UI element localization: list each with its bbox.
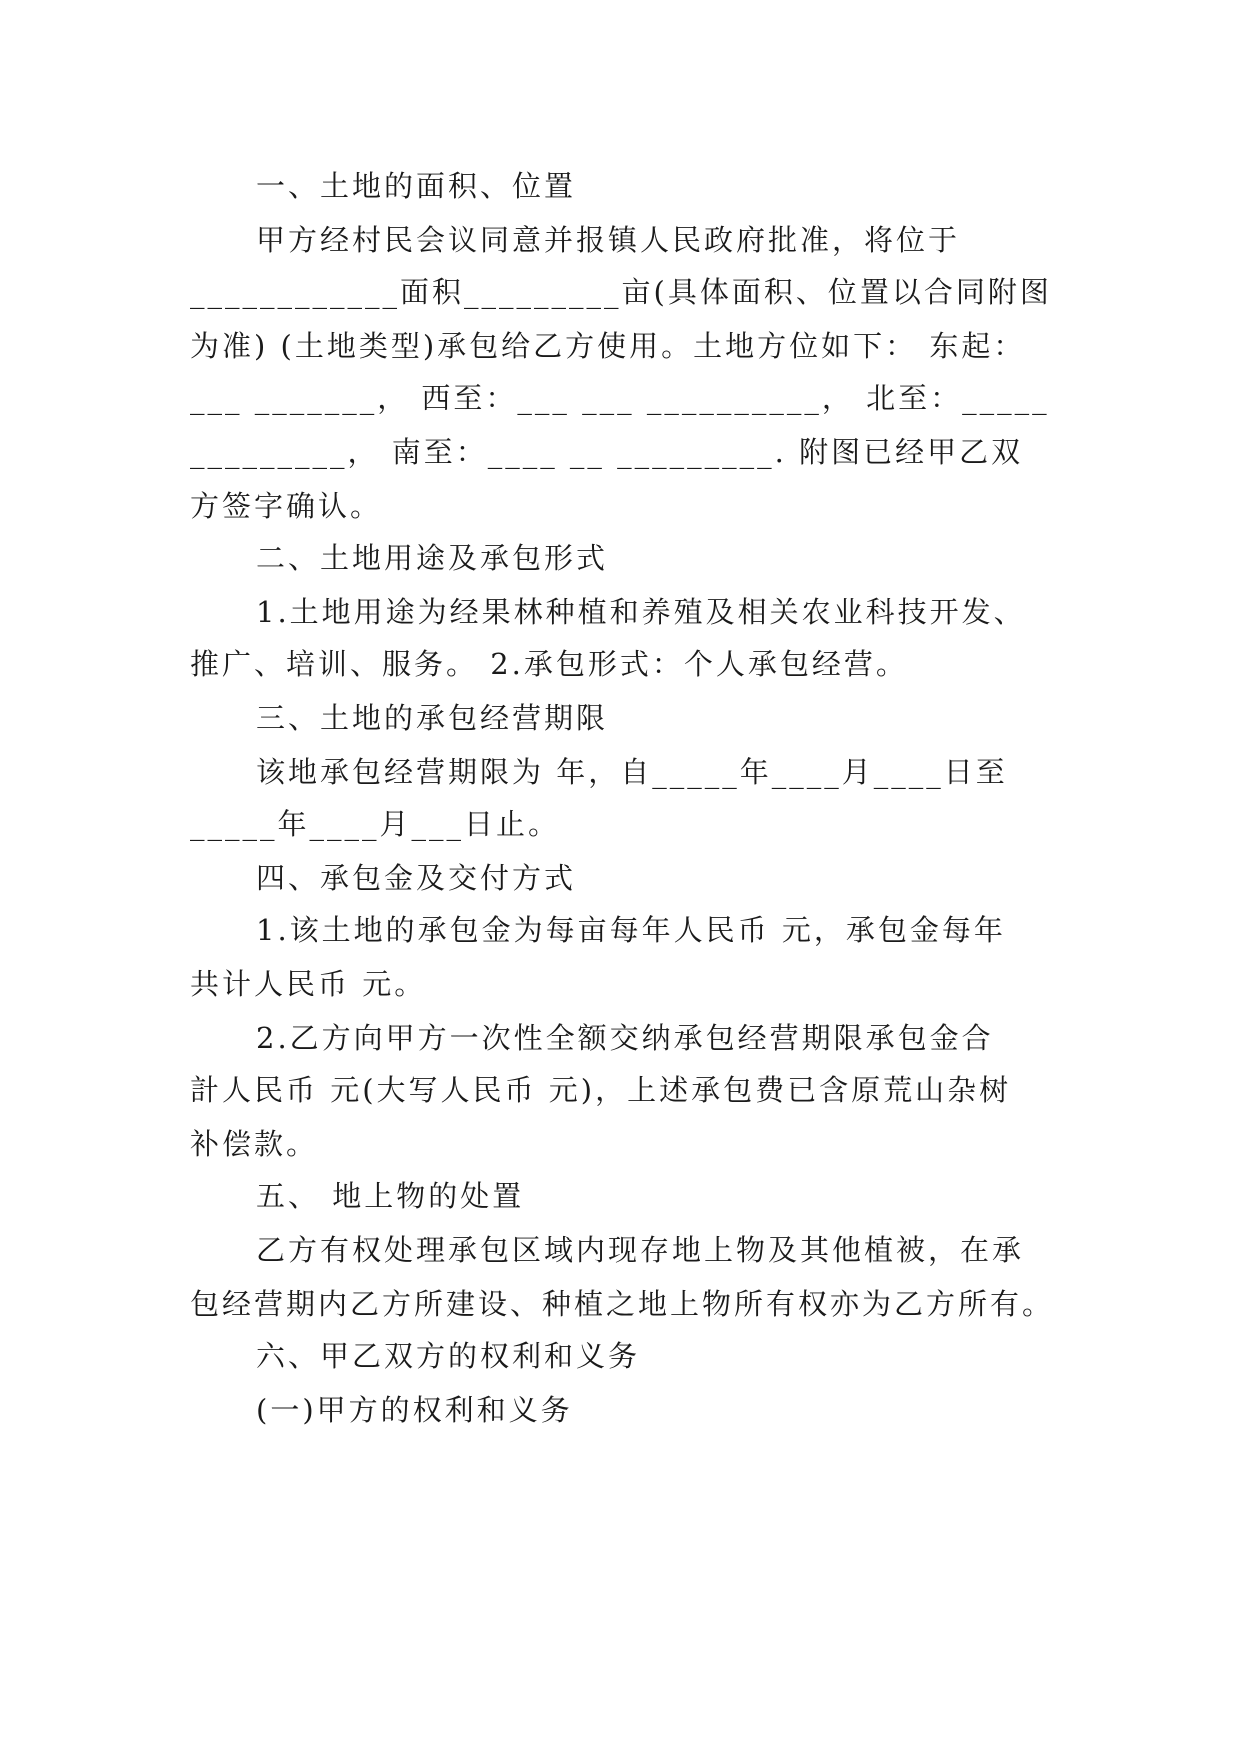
paragraph-line: 该地承包经营期限为 年，自_____年____月____日至: [256, 755, 1008, 789]
paragraph-line: 1.该土地的承包金为每亩每年人民币 元，承包金每年: [256, 913, 1006, 947]
paragraph-line: _________， 南至：____ __ _________. 附图已经甲乙双: [190, 435, 1024, 469]
paragraph-line: 为准) (土地类型)承包给乙方使用。土地方位如下： 东起：: [190, 329, 1026, 363]
paragraph-line: 計人民币 元(大写人民币 元)，上述承包费已含原荒山杂树: [190, 1073, 1012, 1107]
paragraph-line: 补偿款。: [190, 1127, 319, 1161]
paragraph-line: 1.土地用途为经果林种植和养殖及相关农业科技开发、: [256, 595, 1026, 629]
paragraph-line: 包经营期内乙方所建设、种植之地上物所有权亦为乙方所有。: [190, 1287, 1055, 1321]
section-heading-ground-objects: 五、 地上物的处置: [256, 1179, 525, 1213]
section-heading-land-use: 二、土地用途及承包形式: [256, 541, 609, 575]
paragraph-line: _____年____月___日止。: [190, 807, 561, 841]
paragraph-line: 推广、培训、服务。 2.承包形式：个人承包经营。: [190, 647, 908, 681]
section-heading-area-location: 一、土地的面积、位置: [256, 169, 577, 203]
paragraph-line: ___ _______， 西至：___ ___ __________， 北至：_____: [190, 381, 1050, 415]
paragraph-line: 共计人民币 元。: [190, 967, 427, 1001]
section-heading-payment: 四、承包金及交付方式: [256, 861, 577, 895]
paragraph-line: 甲方经村民会议同意并报镇人民政府批准，将位于: [256, 223, 961, 257]
paragraph-line: 方签字确认。: [190, 489, 383, 523]
section-heading-rights-obligations: 六、甲乙双方的权利和义务: [256, 1339, 641, 1373]
section-heading-contract-term: 三、土地的承包经营期限: [256, 701, 609, 735]
subsection-heading-party-a: (一)甲方的权利和义务: [256, 1393, 573, 1427]
paragraph-line: 2.乙方向甲方一次性全额交纳承包经营期限承包金合: [256, 1021, 994, 1055]
paragraph-line: 乙方有权处理承包区域内现存地上物及其他植被，在承: [256, 1233, 1025, 1267]
paragraph-line: ____________面积_________亩(具体面积、位置以合同附图: [190, 275, 1052, 309]
